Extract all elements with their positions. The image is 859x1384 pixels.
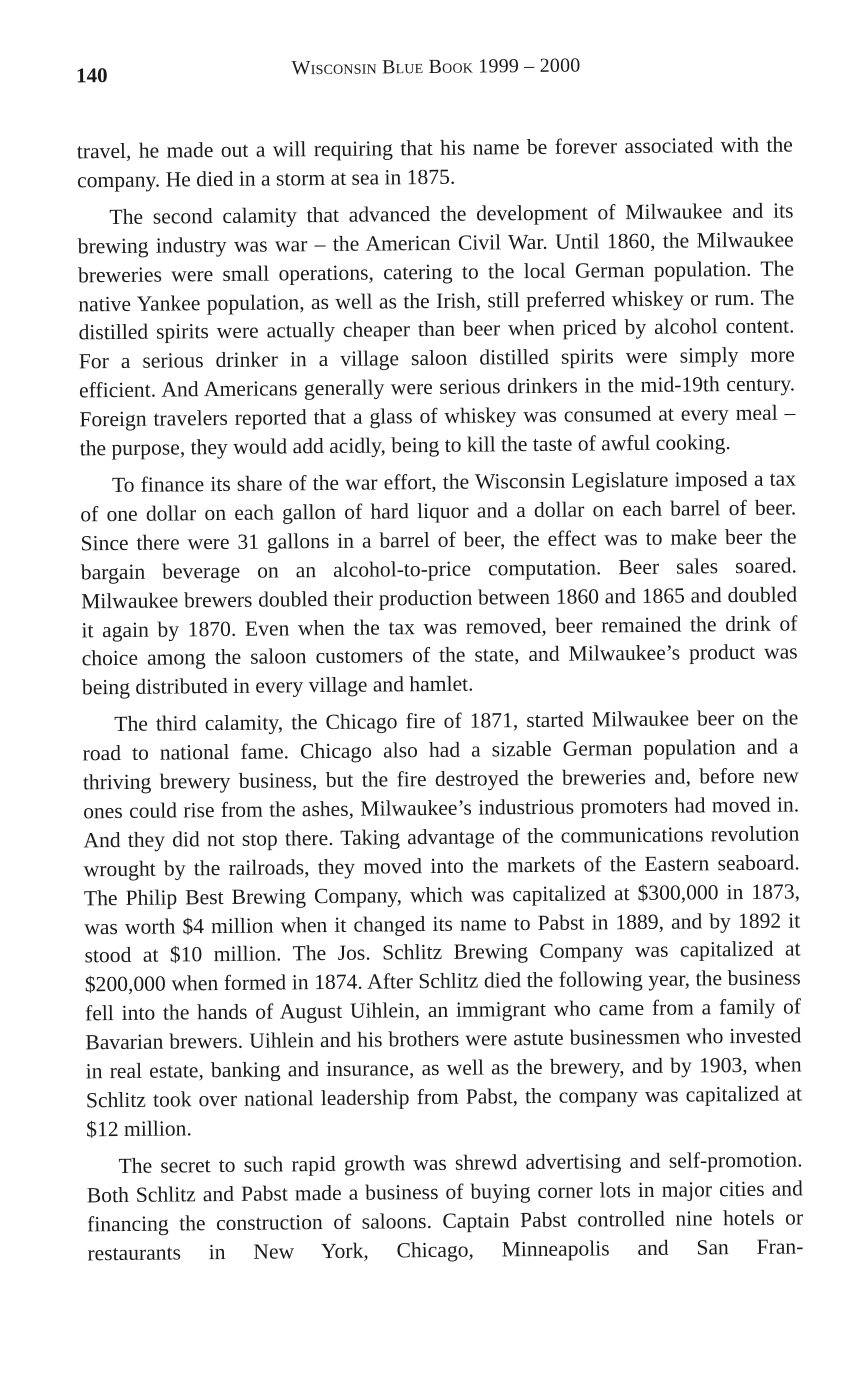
- paragraph-civil-war: The second calamity that advanced the development of Milwaukee and its brewing industry was war – the American Civil War. Until 1860, the Milwaukee breweries were small operations, catering to the local German population. The native Yankee population, as well as the Irish, still preferred whiskey or rum. The distilled spirits were actually cheaper than beer when priced by alcohol content. For a serious drinker in a village saloon distilled spirits were simply more efficient. And Americans generally were serious drinkers in the mid-19th century. Foreign travelers reported that a glass of whiskey was consumed at every meal – the purpose, they would add acidly, being to kill the taste of awful cooking.: [77, 198, 796, 461]
- page-header: [76, 52, 796, 91]
- paragraph-chicago-fire: The third calamity, the Chicago fire of 1871, started Milwaukee beer on the road to national fame. Chicago also had a sizable German population and a thriving brewery business, but the fire destroyed the breweries and, before new ones could rise from the ashes, Milwaukee’s industrious promoters had moved in. And they did not stop there. Taking advantage of the communications revolution wrought by the railroads, they moved into the markets of the Eastern seaboard. The Philip Best Brewing Company, which was capitalized at $300,000 in 1873, was worth $4 million when it changed its name to Pabst in 1889, and by 1892 it stood at $10 million. The Jos. Schlitz Brewing Company was capitalized at $200,000 when formed in 1874. After Schlitz died the following year, the business fell into the hands of August Uihlein, an immigrant who came from a family of Bavarian brewers. Uihlein and his brothers were astute businessmen who invested in real estate, banking and insurance, as well as the brewery, and by 1903, when Schlitz took over national leadership from Pabst, the company was capitalized at $12 million.: [82, 705, 803, 1142]
- paragraph-advertising: The secret to such rapid growth was shrewd advertising and self-promotion. Both Schlitz and Pabst made a business of buying corner lots in major cities and financing the construction of saloons. Captain Pabst controlled nine hotels or restaurants in New York, Chicago, Minneapolis and San Fran-: [86, 1147, 804, 1265]
- running-head: Wisconsin Blue Book 1999 – 2000: [291, 54, 581, 80]
- page-number: 140: [75, 63, 108, 88]
- paragraph-war-tax: To finance its share of the war effort, the Wisconsin Legislature imposed a tax of one dollar on each gallon of hard liquor and a dollar on each barrel of beer. Since there were 31 gallons in a barrel of beer, the effect was to make beer the bargain beverage on an alcohol-to-price computation. Beer sales soared. Milwaukee brewers doubled their production between 1860 and 1865 and doubled it again by 1870. Even when the tax was removed, beer remained the drink of choice among the saloon customers of the state, and Milwaukee’s product was being distributed in every village and hamlet.: [80, 466, 798, 700]
- body-text: [77, 130, 804, 1275]
- paragraph-continued: travel, he made out a will requiring that his name be forever associated with the company. He died in a storm at sea in 1875.: [76, 132, 793, 193]
